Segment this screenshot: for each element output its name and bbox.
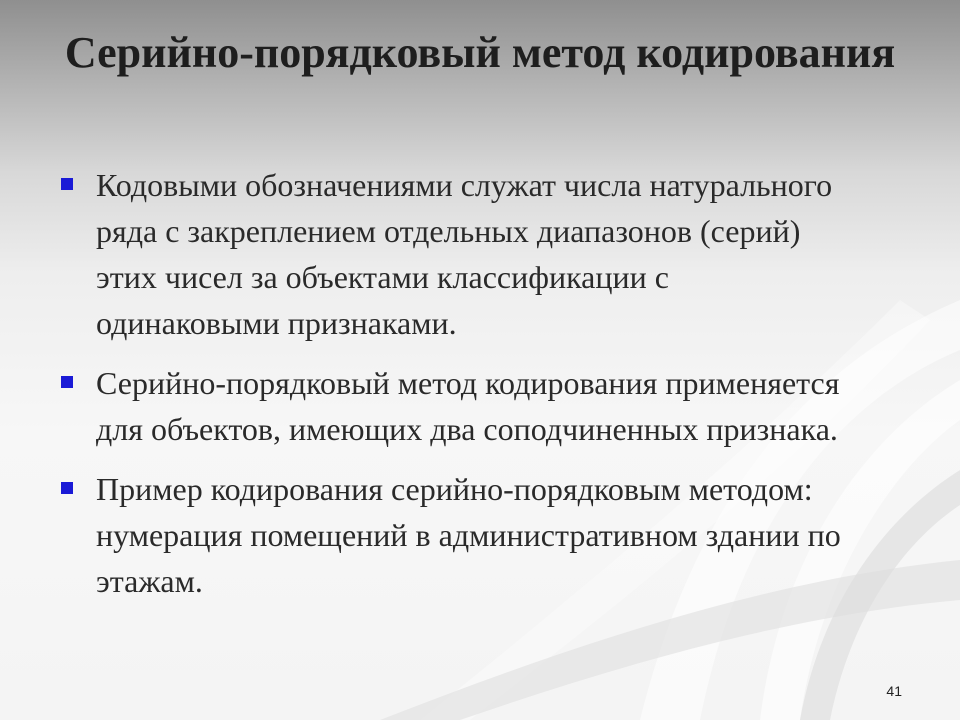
bullet-text: Серийно-порядковый метод кодирования применяется для объектов, имеющих два соподчиненных признака. xyxy=(96,365,840,447)
square-bullet-icon xyxy=(61,178,73,190)
slide-title: Серийно-порядковый метод кодирования xyxy=(64,28,896,77)
bullet-item xyxy=(60,466,850,604)
square-bullet-icon xyxy=(61,376,73,388)
square-bullet-icon xyxy=(61,482,73,494)
bullet-item xyxy=(60,162,850,346)
bullet-list xyxy=(60,162,850,618)
bullet-text: Кодовыми обозначениями служат числа натурального ряда с закреплением отдельных диапазонов (серий) этих чисел за объектами классификации с одинаковыми признаками. xyxy=(96,167,833,341)
page-number: 41 xyxy=(886,683,902,699)
bullet-item xyxy=(60,360,850,452)
bullet-text: Пример кодирования серийно-порядковым методом: нумерация помещений в административном здании по этажам. xyxy=(96,471,841,599)
